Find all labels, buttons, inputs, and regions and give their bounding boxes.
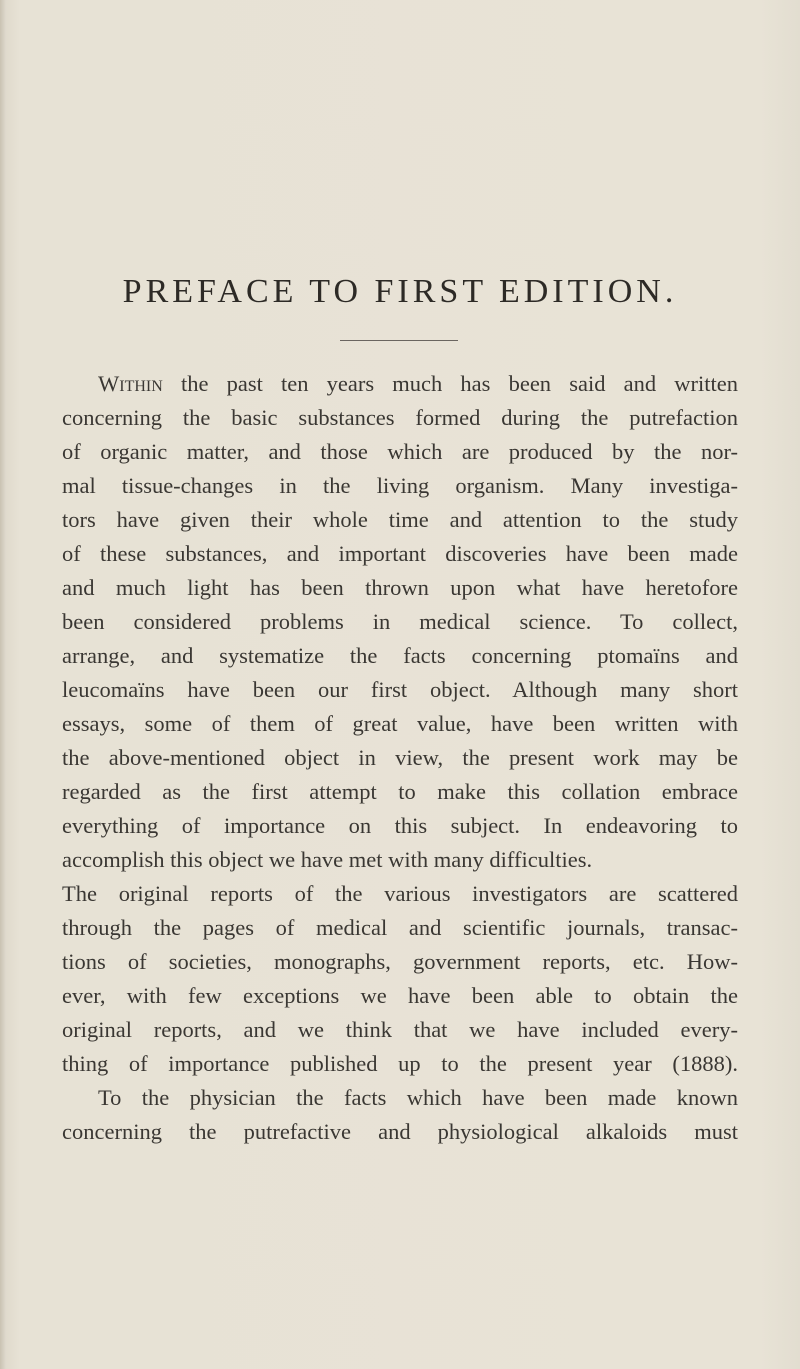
text-line: concerning the putrefactive and physiological alkaloids must (62, 1119, 738, 1144)
text-line: concerning the basic substances formed during the putrefaction (62, 405, 738, 430)
text-line: accomplish this object we have met with many difficulties. (62, 847, 593, 872)
text-line: ever, with few exceptions we have been able to obtain the (62, 983, 738, 1008)
page-title: PREFACE TO FIRST EDITION. (122, 273, 678, 310)
text-line: arrange, and systematize the facts concerning ptomaïns and (62, 643, 738, 668)
text-line: To the physician the facts which have been made known (98, 1085, 738, 1110)
text-line: and much light has been thrown upon what have heretofore (62, 575, 738, 600)
text-line: of these substances, and important discoveries have been made (62, 541, 738, 566)
page-spine-shadow (0, 0, 6, 1369)
text-line: The original reports of the various investigators are scattered (62, 881, 738, 906)
text-line (98, 367, 738, 401)
text-line: regarded as the first attempt to make this collation embrace (62, 779, 738, 804)
text-line: been considered problems in medical science. To collect, (62, 609, 738, 634)
text-line: tors have given their whole time and attention to the study (62, 507, 738, 532)
title-divider (340, 340, 458, 341)
text-line-rest: the past ten years much has been said and written (162, 371, 738, 396)
text-line: mal tissue-changes in the living organism. Many investiga- (62, 473, 738, 498)
lead-in-small-caps: Within (98, 371, 163, 396)
text-line: through the pages of medical and scientific journals, transac- (62, 915, 738, 940)
text-line: of organic matter, and those which are produced by the nor- (62, 439, 738, 464)
text-line: everything of importance on this subject. In endeavoring to (62, 813, 738, 838)
text-line: leucomaïns have been our first object. Although many short (62, 677, 738, 702)
text-line: tions of societies, monographs, government reports, etc. How- (62, 949, 738, 974)
text-line: original reports, and we think that we have included every- (62, 1017, 738, 1042)
text-line: essays, some of them of great value, have been written with (62, 711, 738, 736)
text-line: the above-mentioned object in view, the present work may be (62, 745, 738, 770)
text-line: thing of importance published up to the present year (1888). (62, 1051, 738, 1076)
